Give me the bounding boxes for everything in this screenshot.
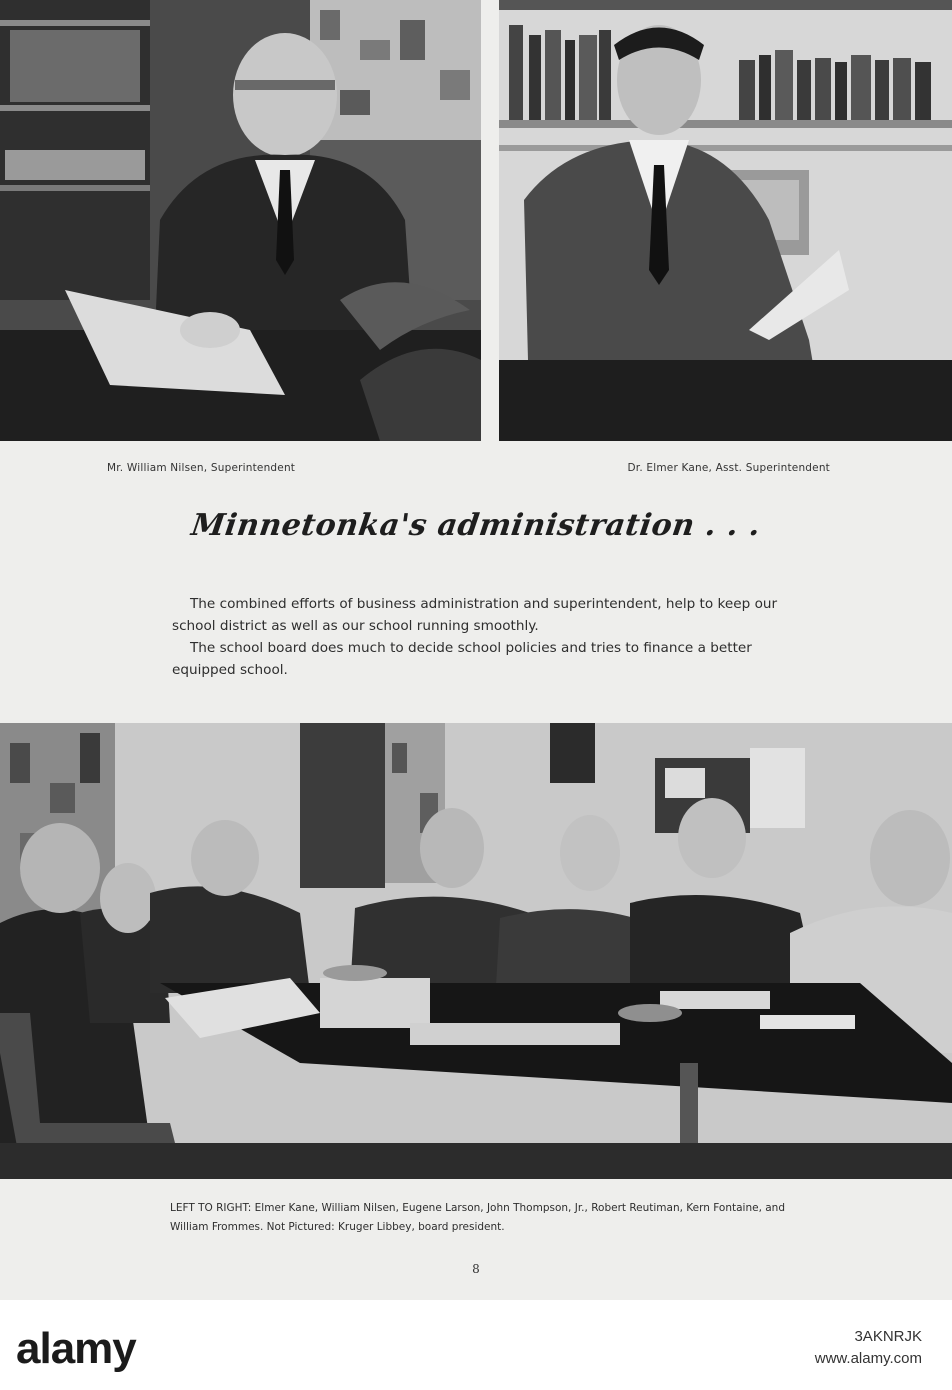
watermark-footer [0, 1300, 952, 1390]
page-number: 8 [472, 1262, 480, 1276]
image-id: 3AKNRJK [854, 1328, 922, 1345]
photo-school-board [0, 723, 952, 1179]
caption-kane: Dr. Elmer Kane, Asst. Superintendent [627, 462, 830, 474]
image-id-block [815, 1326, 922, 1370]
board-caption: LEFT TO RIGHT: Elmer Kane, William Nilsen, Eugene Larson, John Thompson, Jr., Robert Reutiman, Kern Fontaine, and William Frommes. Not Pictured: Kruger Libbey, board president. [170, 1202, 786, 1233]
body-text [172, 593, 802, 681]
photo-william-nilsen [0, 0, 481, 441]
alamy-logo: alamy [16, 1324, 136, 1373]
caption-nilsen: Mr. William Nilsen, Superintendent [107, 462, 296, 474]
page-heading: Minnetonka's administration . . . [189, 508, 763, 543]
body-paragraph-2: The school board does much to decide school policies and tries to finance a better equipped school. [172, 640, 752, 678]
site-url: www.alamy.com [814, 1350, 922, 1367]
photo-elmer-kane [499, 0, 952, 441]
body-paragraph-1: The combined efforts of business administration and superintendent, help to keep our school district as well as our school running smoothly. [172, 596, 778, 634]
